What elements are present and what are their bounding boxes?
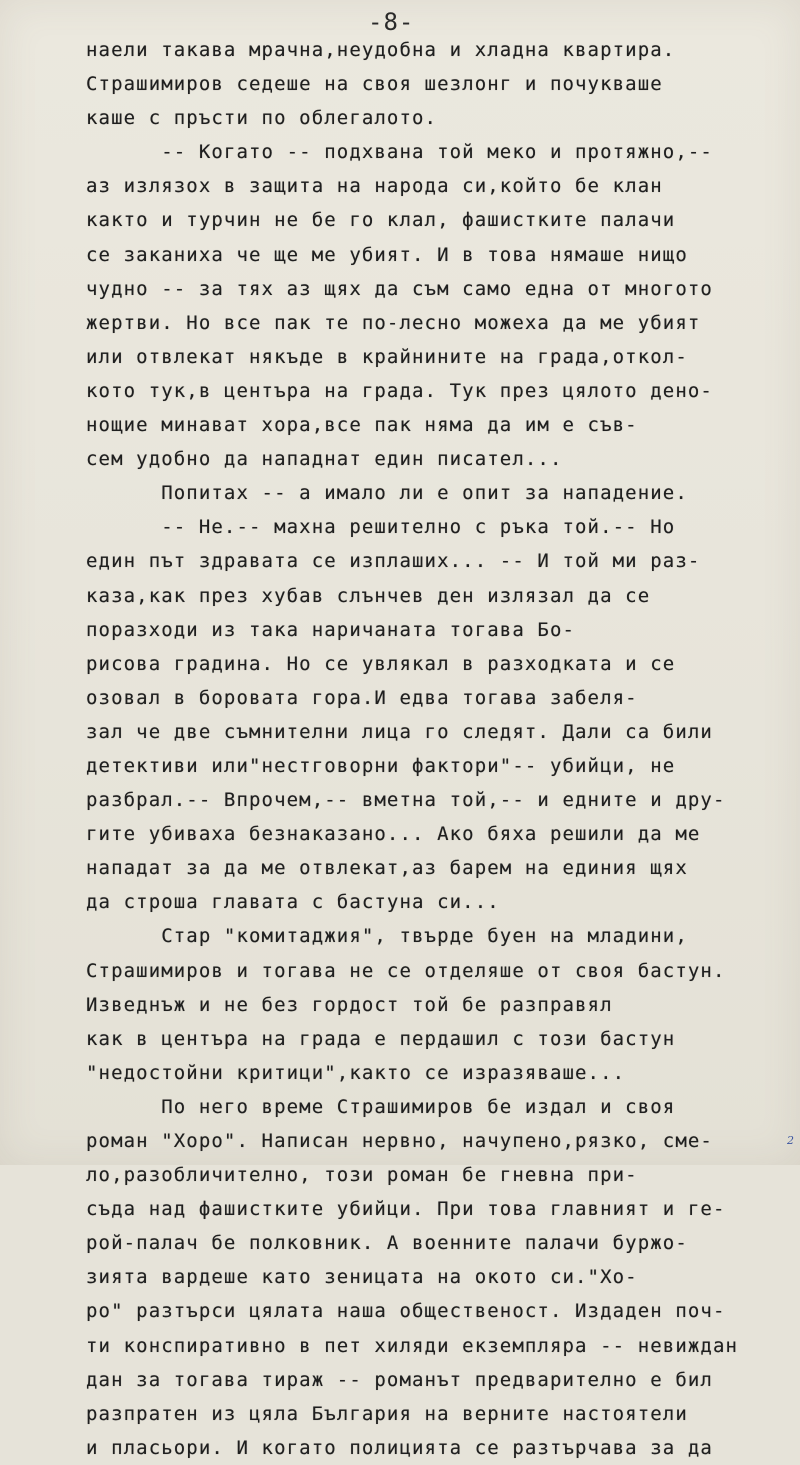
text-line: или отвлекат някъде в крайнините на града,откол- [86,345,688,368]
text-line: рисова градина. Но се увлякал в разходката и се [86,652,676,675]
text-line: ти конспиративно в пет хиляди екземпляра -- невиждан [86,1334,739,1357]
text-line: роман "Хоро". Написан нервно, начупено,рязко, сме- [86,1130,713,1152]
text-line: как в центъра на града е пердашил с този бастун [86,1027,676,1050]
text-line: жертви. Но все пак те по-лесно можеха да ме убият [86,311,701,334]
text-line: гите убиваха безнаказано... Ако бяха решили да ме [86,823,701,846]
text-line: Страшимиров седеше на своя шезлонг и почукваше [86,73,663,96]
text-line: нападат за да ме отвлекат,аз барем на единия щях [86,857,688,880]
text-line: поразходи из така наричаната тогава Бо- [86,618,576,641]
text-line: -- Когато -- подхвана той меко и протяжно,-- [86,141,713,164]
text-line: зията вардеше като зеницата на окото си."Хо- [86,1266,638,1289]
text-line: дан за тогава тираж -- романът предварително е бил [86,1368,713,1391]
text-line: озовал в боровата гора.И едва тогава забеля- [86,686,638,709]
text-line: да строша главата с бастуна си... [86,891,500,914]
text-line: зал че две съмнителни лица го следят. Дали са били [86,720,713,743]
text-line: каше с пръсти по облегалото. [86,107,438,130]
text-line: Изведнъж и не без гордост той бе разправял [86,993,613,1016]
text-line: рой-палач бе полковник. А военните палачи буржо- [86,1232,688,1255]
text-line: детективи или"нестговорни фактори"-- убийци, не [86,754,676,777]
text-line: По него време Страшимиров бе издал и своя [86,1095,676,1118]
text-line: един път здравата се изплаших... -- И той ми раз- [86,550,701,573]
text-line: -- Не.-- махна решително с ръка той.-- Но [86,516,676,539]
text-line: се заканиха че ще ме убият. И в това нямаше нищо [86,243,688,266]
text-line: съда над фашистките убийци. При това главният и ге- [86,1198,726,1221]
margin-note: 2 [787,1134,794,1147]
text-line: аз излязох в защита на народа си,който бе клан [86,175,663,198]
page-number: -8- [368,8,415,36]
body-text [86,33,798,1465]
text-line: ло,разобличително, този роман бе гневна при- [86,1164,638,1187]
text-line: наели такава мрачна,неудобна и хладна квартира. [86,39,676,61]
text-line: разпратен из цяла България на верните настоятели [86,1402,688,1425]
text-line: сем удобно да нападнат един писател... [86,448,563,471]
text-line: нощие минават хора,все пак няма да им е съв- [86,414,638,437]
text-line: Попитах -- а имало ли е опит за нападение. [86,482,688,505]
text-line: и пласьори. И когато полицията се разтърчава за да [86,1436,713,1459]
text-line: кото тук,в центъра на града. Тук през цялото дено- [86,379,713,402]
text-line: каза,как през хубав слънчев ден излязал да се [86,584,651,607]
text-line: Стар "комитаджия", твърде буен на младини, [86,925,688,948]
text-line: чудно -- за тях аз щях да съм само една от многото [86,277,713,300]
text-line: разбрал.-- Впрочем,-- вметна той,-- и едните и дру- [86,789,726,812]
text-line: ро" разтърси цялата наша общественост. Издаден поч- [86,1300,726,1323]
text-line: Страшимиров и тогава не се отделяше от своя бастун. [86,959,726,982]
text-line: "недостойни критици",както се изразяваше... [86,1061,626,1084]
text-line: както и турчин не бе го клал, фашистките палачи [86,209,676,232]
